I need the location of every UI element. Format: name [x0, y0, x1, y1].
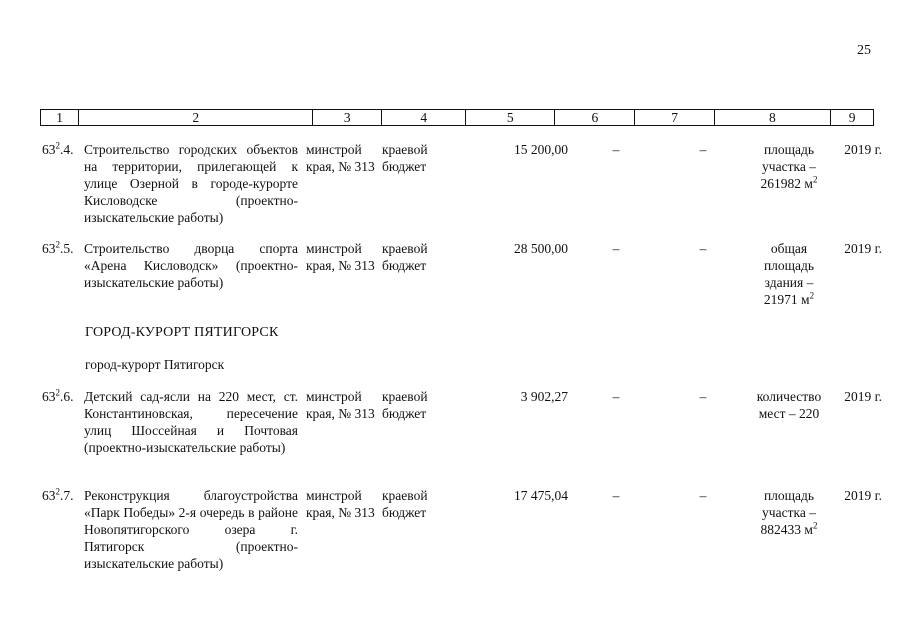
- table-row: [42, 141, 882, 226]
- row-number: $63^2.7$.: [42, 486, 74, 503]
- row-amount: 3 902,27: [520, 389, 568, 404]
- row-funding-source: краевой бюджет: [382, 488, 428, 520]
- row-amount: 17 475,04: [514, 488, 568, 503]
- header-col-2: 2: [79, 110, 313, 125]
- row-year: 2019 г.: [844, 488, 882, 503]
- row-year: 2019 г.: [844, 241, 882, 256]
- header-col-7: 7: [635, 110, 714, 125]
- page-number: 25: [857, 43, 871, 58]
- row-object-name: Строительство дворца спорта «Арена Кисловодск» (проектно-изыскательские работы): [84, 241, 298, 290]
- header-col-9: 9: [848, 110, 856, 125]
- row-number: $63^2.6$.: [42, 387, 74, 404]
- table-header: [40, 109, 874, 126]
- row-col6: –: [612, 142, 620, 157]
- header-col-1: 1: [41, 110, 79, 125]
- row-number: $63^2.4$.: [42, 140, 74, 157]
- row-result: площадь участка – 882433 $м^2$: [760, 488, 818, 537]
- row-object-name: Строительство городских объектов на территории, прилегающей к улице Озерной в городе-курорте Кисловодске (проектно-изыскательские работы): [84, 142, 298, 225]
- table-row: [42, 487, 882, 572]
- row-number: $63^2.5$.: [42, 239, 74, 256]
- table-row: [42, 388, 882, 456]
- row-col7: –: [699, 389, 707, 404]
- header-col-3: 3: [313, 110, 382, 125]
- row-executor: минстрой края, № 313: [306, 389, 375, 421]
- row-funding-source: краевой бюджет: [382, 241, 428, 273]
- table-row: [42, 240, 882, 308]
- row-col6: –: [612, 241, 620, 256]
- row-col7: –: [699, 241, 707, 256]
- row-funding-source: краевой бюджет: [382, 389, 428, 421]
- row-amount: 28 500,00: [514, 241, 568, 256]
- row-executor: минстрой края, № 313: [306, 142, 375, 174]
- row-executor: минстрой края, № 313: [306, 488, 375, 520]
- row-year: 2019 г.: [844, 389, 882, 404]
- row-object-name: Детский сад-ясли на 220 мест, ст. Константиновская, пересечение улиц Шоссейная и Почтовая (проектно-изыскательские работы): [84, 389, 298, 455]
- header-col-5: 5: [466, 110, 555, 125]
- row-result: количество мест – 220: [756, 389, 822, 421]
- row-col6: –: [612, 389, 620, 404]
- header-col-6: 6: [555, 110, 635, 125]
- row-col6: –: [612, 488, 620, 503]
- header-col-8: 8: [715, 110, 832, 125]
- row-funding-source: краевой бюджет: [382, 142, 428, 174]
- row-result: площадь участка – 261982 $м^2$: [760, 142, 818, 191]
- section-title: ГОРОД-КУРОРТ ПЯТИГОРСК: [85, 325, 279, 340]
- row-col7: –: [699, 488, 707, 503]
- header-col-4: 4: [382, 110, 466, 125]
- row-col7: –: [699, 142, 707, 157]
- row-result: общая площадь здания – 21971 $м^2$: [763, 241, 815, 307]
- row-amount: 15 200,00: [514, 142, 568, 157]
- section-subtitle: город-курорт Пятигорск: [85, 357, 225, 372]
- row-executor: минстрой края, № 313: [306, 241, 375, 273]
- row-year: 2019 г.: [844, 142, 882, 157]
- row-object-name: Реконструкция благоустройства «Парк Победы» 2-я очередь в районе Новопятигорского озера г. Пятигорск (проектно-изыскательские работы): [84, 488, 298, 571]
